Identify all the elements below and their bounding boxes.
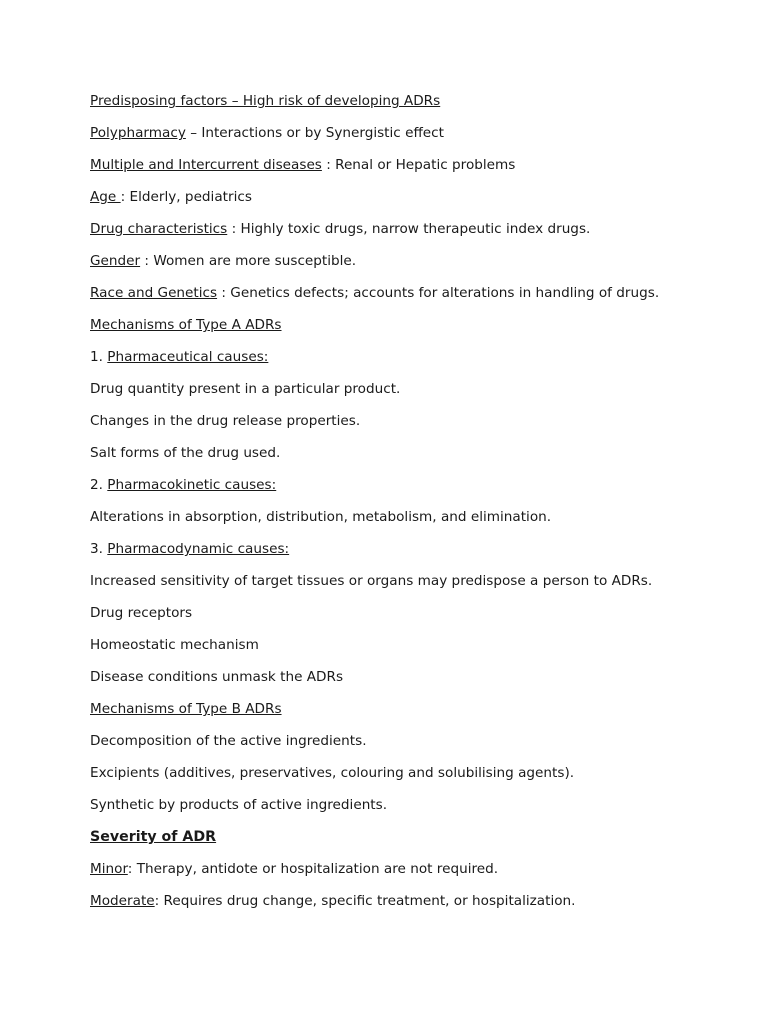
severity-moderate — [90, 891, 750, 923]
heading-text: Severity of ADR — [90, 829, 217, 845]
paragraph-line: Alterations in absorption, distribution, metabolism, and elimination. — [90, 509, 552, 525]
subheading-pharmaceutical — [90, 347, 750, 379]
heading-type-b-mechanisms — [90, 699, 750, 731]
heading-text: Mechanisms of Type B ADRs — [90, 701, 282, 717]
paragraph-line: Decomposition of the active ingredients. — [90, 733, 367, 749]
factor-diseases — [90, 155, 750, 187]
paragraph-line: Synthetic by products of active ingredients. — [90, 797, 388, 813]
heading-text: Predisposing factors – High risk of developing ADRs — [90, 93, 441, 109]
factor-description: : Elderly, pediatrics — [120, 189, 252, 205]
paragraph-line: Disease conditions unmask the ADRs — [90, 669, 344, 685]
subheading-pharmacodynamic — [90, 539, 750, 571]
paragraph-line: Salt forms of the drug used. — [90, 445, 281, 461]
heading-predisposing-factors — [90, 91, 750, 123]
list-number: 3. — [90, 541, 108, 557]
severity-label: Minor — [90, 861, 128, 877]
factor-polypharmacy — [90, 123, 750, 155]
factor-label: Age — [90, 189, 121, 205]
factor-description: – Interactions or by Synergistic effect — [185, 125, 444, 141]
factor-age — [90, 187, 750, 219]
heading-severity — [90, 827, 750, 859]
factor-drug-characteristics — [90, 219, 750, 251]
severity-description: : Therapy, antidote or hospitalization are not required. — [127, 861, 499, 877]
subheading-pharmacokinetic — [90, 475, 750, 507]
factor-label: Multiple and Intercurrent diseases — [90, 157, 322, 173]
severity-description: : Requires drug change, specific treatment, or hospitalization. — [154, 893, 576, 909]
paragraph-line: Changes in the drug release properties. — [90, 413, 361, 429]
subheading-text: Pharmacokinetic causes: — [107, 477, 277, 493]
severity-minor — [90, 859, 750, 891]
factor-gender — [90, 251, 750, 283]
factor-label: Race and Genetics — [90, 285, 218, 301]
factor-label: Gender — [90, 253, 141, 269]
paragraph-line: Drug receptors — [90, 605, 193, 621]
factor-label: Drug characteristics — [90, 221, 228, 237]
factor-description: : Renal or Hepatic problems — [321, 157, 516, 173]
subheading-text: Pharmaceutical causes: — [107, 349, 269, 365]
factor-label: Polypharmacy — [90, 125, 186, 141]
document-page — [90, 91, 750, 923]
factor-description: : Women are more susceptible. — [140, 253, 357, 269]
paragraph-line: Homeostatic mechanism — [90, 637, 259, 653]
list-number: 2. — [90, 477, 108, 493]
factor-description: : Highly toxic drugs, narrow therapeutic index drugs. — [227, 221, 591, 237]
severity-label: Moderate — [90, 893, 155, 909]
paragraph-line: Increased sensitivity of target tissues or organs may predispose a person to ADRs. — [90, 573, 653, 589]
factor-race-genetics — [90, 283, 750, 315]
paragraph-line: Drug quantity present in a particular product. — [90, 381, 401, 397]
factor-description: : Genetics defects; accounts for alterations in handling of drugs. — [217, 285, 660, 301]
heading-text: Mechanisms of Type A ADRs — [90, 317, 282, 333]
heading-type-a-mechanisms — [90, 315, 750, 347]
subheading-text: Pharmacodynamic causes: — [107, 541, 290, 557]
paragraph-line: Excipients (additives, preservatives, colouring and solubilising agents). — [90, 765, 575, 781]
list-number: 1. — [90, 349, 108, 365]
